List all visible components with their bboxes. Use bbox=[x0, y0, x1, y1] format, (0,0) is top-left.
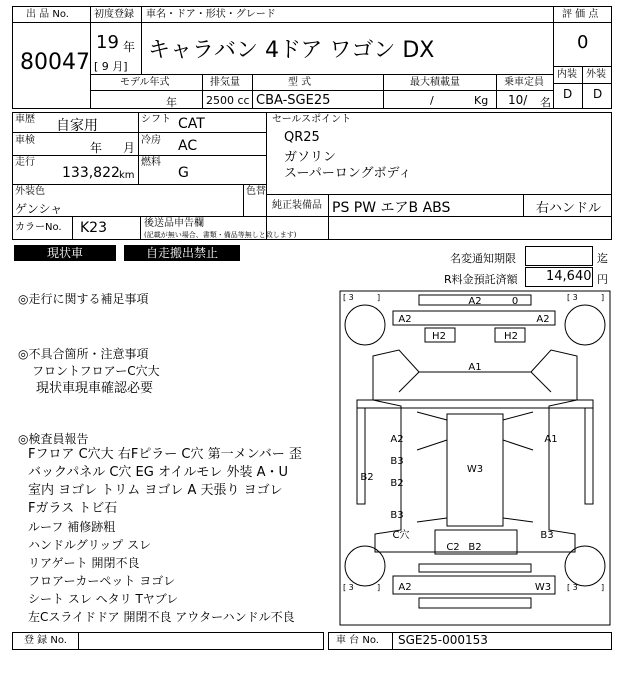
year-unit: 年 bbox=[123, 40, 136, 54]
exterior-grade: D bbox=[593, 87, 603, 101]
running-notes-title: ◎走行に関する補足事項 bbox=[18, 292, 149, 306]
sales-points-label: セールスポイント bbox=[272, 114, 352, 125]
displacement-label: 排気量 bbox=[210, 77, 240, 88]
inspector-note-5: ルーフ 補修跡粗 bbox=[28, 520, 116, 534]
recycle-amount: 14,640 bbox=[546, 269, 592, 284]
mark-left-b2a: B2 bbox=[360, 472, 374, 483]
sales-point-3: スーパーロングボディ bbox=[284, 166, 412, 181]
model-year-label: モデル年式 bbox=[120, 77, 170, 88]
max-load-label: 最大積載量 bbox=[410, 77, 460, 88]
history: 自家用 bbox=[56, 118, 98, 134]
type-value: CBA-SGE25 bbox=[256, 93, 331, 108]
color-change-label: 色替 bbox=[246, 186, 266, 197]
mark-left-b3: B3 bbox=[390, 456, 404, 467]
equipment: PS PW エアB ABS bbox=[332, 200, 451, 216]
mark-rear-bumper: A2 bbox=[398, 582, 412, 593]
exterior-color: ゲンシャ bbox=[15, 202, 63, 216]
exterior-color-label: 外装色 bbox=[15, 186, 45, 197]
mark-head-right: H2 bbox=[504, 331, 518, 342]
mark-roof: W3 bbox=[466, 464, 484, 475]
retrofit-note: (記載が無い場合、書類・備品等無しと致します) bbox=[144, 231, 297, 239]
inspection-month-unit: 月 bbox=[123, 141, 136, 155]
recycle-unit: 円 bbox=[597, 273, 608, 286]
ac: AC bbox=[178, 138, 198, 154]
retrofit-label: 後送品申告欄 bbox=[144, 218, 204, 229]
inspector-note-6: ハンドルグリップ スレ bbox=[28, 538, 152, 552]
reg-no-label: 登 録 No. bbox=[24, 635, 67, 646]
status-tag: 現状車 bbox=[14, 245, 116, 261]
first-reg-label: 初度登録 bbox=[94, 9, 134, 20]
mark-front-a2: A2 bbox=[468, 296, 482, 307]
inspector-note-2: バックパネル C穴 EG オイルモレ 外装 A・U bbox=[28, 465, 289, 480]
max-load-unit: Kg bbox=[474, 94, 489, 107]
prohibit-tag: 自走搬出禁止 bbox=[124, 245, 240, 261]
inspector-note-7: リアゲート 開閉不良 bbox=[28, 556, 140, 570]
color-no-label: カラーNo. bbox=[15, 222, 62, 233]
inspection-label: 車検 bbox=[15, 135, 35, 146]
color-no: K23 bbox=[80, 220, 107, 236]
first-reg-month: [ 9 月] bbox=[94, 60, 128, 73]
lot-label: 出 品 No. bbox=[26, 9, 69, 20]
mark-front-0: 0 bbox=[511, 296, 519, 307]
max-load-sep: / bbox=[430, 94, 434, 107]
capacity-label: 乗車定員 bbox=[504, 77, 544, 88]
mark-left-front: A2 bbox=[390, 434, 404, 445]
inspection-year-unit: 年 bbox=[90, 141, 103, 155]
lot-number: 80047 bbox=[20, 50, 90, 75]
mark-head-left: H2 bbox=[432, 331, 446, 342]
corner-bl: [ 3 bbox=[343, 583, 354, 592]
mark-rear-w3: W3 bbox=[534, 582, 552, 593]
corner-tr: [ 3 bbox=[567, 293, 578, 302]
chassis-label: 車 台 No. bbox=[336, 635, 379, 646]
inspector-note-3: 室内 ヨゴレ トリム ヨゴレ A 天張り ヨゴレ bbox=[28, 483, 283, 498]
grade-label: 評 価 点 bbox=[562, 9, 599, 20]
exterior-label: 外装 bbox=[586, 69, 606, 80]
inspector-note-9: シート スレ ヘタリ Tヤブレ bbox=[28, 592, 179, 606]
corner-tr-close: ] bbox=[601, 293, 605, 302]
recycle-label: R料金預託済額 bbox=[444, 273, 518, 286]
mileage-label: 走行 bbox=[15, 157, 35, 168]
corner-br-close: ] bbox=[601, 583, 605, 592]
mark-left-c: C穴 bbox=[392, 530, 410, 541]
corner-tl: [ 3 bbox=[343, 293, 354, 302]
sales-point-2: ガソリン bbox=[284, 150, 337, 165]
mileage: 133,822 bbox=[62, 165, 120, 181]
chassis-no: SGE25-000153 bbox=[398, 633, 488, 647]
corner-bl-close: ] bbox=[377, 583, 381, 592]
mark-bumper-left: A2 bbox=[398, 314, 412, 325]
mark-bumper-right: A2 bbox=[536, 314, 550, 325]
interior-label: 内装 bbox=[557, 69, 577, 80]
mark-left-b3b: B3 bbox=[390, 510, 404, 521]
type-label: 型 式 bbox=[288, 77, 312, 88]
corner-tl-close: ] bbox=[377, 293, 381, 302]
shift: CAT bbox=[178, 116, 205, 132]
history-label: 車歴 bbox=[15, 114, 35, 125]
fuel-label: 燃料 bbox=[141, 157, 161, 168]
capacity-unit: 名 bbox=[540, 96, 551, 109]
name-change-box bbox=[525, 246, 593, 266]
inspector-note-10: 左Cスライドドア 開閉不良 アウターハンドル不良 bbox=[28, 610, 295, 624]
mark-left-b2b: B2 bbox=[390, 478, 404, 489]
grade-value: 0 bbox=[577, 32, 589, 53]
inspector-title: ◎検査員報告 bbox=[18, 432, 89, 446]
steering: 右ハンドル bbox=[536, 201, 602, 216]
interior-grade: D bbox=[563, 87, 573, 101]
car-name-label: 車名・ドア・形状・グレード bbox=[146, 9, 276, 20]
equipment-label: 純正装備品 bbox=[272, 200, 322, 211]
inspector-note-1: Fフロア C穴大 右Fピラー C穴 第一メンバー 歪 bbox=[28, 447, 302, 462]
defects-title: ◎不具合箇所・注意事項 bbox=[18, 347, 149, 361]
mileage-unit: km bbox=[119, 170, 135, 181]
mark-right-front: A1 bbox=[544, 434, 558, 445]
car-damage-diagram bbox=[339, 290, 611, 626]
displacement: 2500 cc bbox=[206, 94, 250, 107]
shift-label: シフト bbox=[141, 114, 171, 125]
name-change-label: 名変通知期限 bbox=[450, 252, 516, 265]
mark-rear-b2: B2 bbox=[468, 542, 482, 553]
model-year-unit: 年 bbox=[166, 96, 177, 109]
mark-right-b3: B3 bbox=[540, 530, 554, 541]
inspector-note-4: Fガラス トビ石 bbox=[28, 501, 118, 516]
defect-2: 現状車現車確認必要 bbox=[36, 381, 154, 396]
inspector-note-8: フロアーカーペット ヨゴレ bbox=[28, 574, 176, 588]
car-name: キャラバン 4ドア ワゴン DX bbox=[148, 38, 435, 63]
capacity: 10/ bbox=[508, 93, 528, 107]
ac-label: 冷房 bbox=[141, 135, 161, 146]
first-reg-year: 19 bbox=[96, 32, 119, 53]
defect-1: フロントフロアーC穴大 bbox=[32, 364, 160, 378]
name-change-unit: 迄 bbox=[597, 252, 608, 265]
mark-rear-c2: C2 bbox=[446, 542, 460, 553]
fuel: G bbox=[178, 165, 189, 181]
sales-point-1: QR25 bbox=[284, 130, 320, 145]
mark-hood: A1 bbox=[468, 362, 482, 373]
corner-br: [ 3 bbox=[567, 583, 578, 592]
